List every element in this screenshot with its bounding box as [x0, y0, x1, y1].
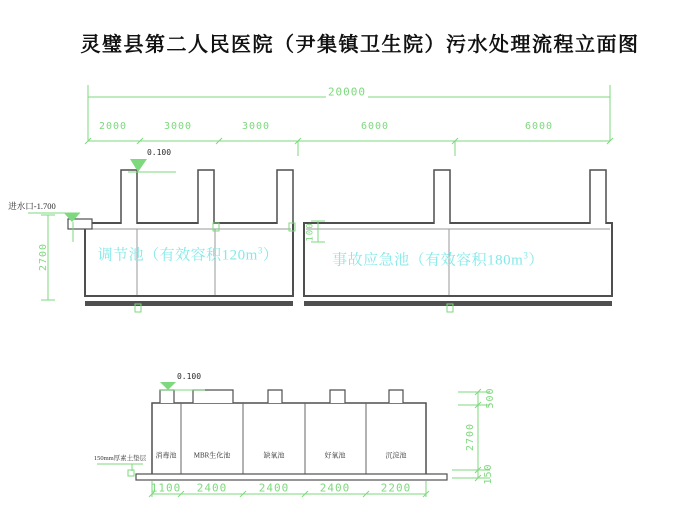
- tank2-label: [332, 252, 544, 269]
- width-dim: 6000: [524, 121, 554, 132]
- height-dim: 150: [483, 463, 494, 485]
- tank2-label-text: 事故应急池（有效容积180m: [332, 252, 524, 269]
- base-note: 150mm厚素土垫层: [93, 454, 147, 462]
- vent-column: [434, 170, 450, 224]
- width-dim: 2400: [319, 481, 351, 495]
- tank1-label-close: ）: [262, 247, 279, 264]
- dim-extension-stubs: [298, 141, 455, 156]
- elevation-triangle-icon: [160, 382, 176, 390]
- vent-stub: [160, 390, 174, 403]
- lower-tank-outline: [152, 403, 426, 475]
- lower-base-slab: [136, 474, 447, 480]
- elevation-label: 0.100: [146, 148, 172, 157]
- tank2-label-close: ）: [528, 252, 544, 269]
- vent-column: [277, 170, 293, 224]
- lower-elevation-linework: [136, 390, 447, 480]
- depth-dim: 2700: [38, 242, 49, 272]
- tank1-label-sup: 3: [257, 245, 263, 256]
- width-dim: 2400: [258, 481, 290, 495]
- compartment-label: 沉淀池: [385, 451, 407, 460]
- vent-column: [198, 170, 214, 224]
- width-dim: 2400: [196, 481, 228, 495]
- note-marker: [128, 470, 134, 476]
- inlet-label: 进水口-1.700: [8, 200, 56, 211]
- width-dim: 3000: [241, 121, 271, 132]
- compartment-label: MBR生化池: [193, 451, 231, 460]
- compartment-label: 消毒池: [155, 451, 177, 460]
- width-dim: 3000: [163, 121, 193, 132]
- note-leader-line: [97, 464, 143, 471]
- drawing-title: 灵璧县第二人民医院（尹集镇卫生院）污水处理流程立面图: [80, 34, 640, 56]
- tank1-label: [98, 247, 279, 264]
- tank2-label-sup: 3: [523, 250, 529, 261]
- total-width-dim: 20000: [327, 85, 367, 99]
- vent-stub: [193, 390, 233, 403]
- upper-base-slab-1: [85, 301, 293, 306]
- vent-stub: [389, 390, 403, 403]
- width-dim: 2200: [380, 481, 412, 495]
- upper-base-slab-2: [304, 301, 612, 306]
- compartment-label: 缺氧池: [263, 451, 285, 460]
- elevation-label: 0.100: [176, 372, 202, 381]
- height-dim: 500: [485, 387, 496, 409]
- width-dim: 6000: [360, 121, 390, 132]
- vent-column: [121, 170, 137, 224]
- height-dim: 2700: [465, 422, 476, 452]
- compartment-label: 好氧池: [324, 451, 346, 460]
- upper-elevation-linework: [68, 170, 612, 306]
- width-dim: 1100: [150, 481, 182, 495]
- freeboard-dim: 100: [305, 222, 316, 242]
- vent-stub: [330, 390, 345, 403]
- width-dim: 2000: [98, 121, 128, 132]
- tank1-label-text: 调节池（有效容积120m: [97, 247, 258, 264]
- vent-column: [590, 170, 606, 224]
- vent-stub: [268, 390, 282, 403]
